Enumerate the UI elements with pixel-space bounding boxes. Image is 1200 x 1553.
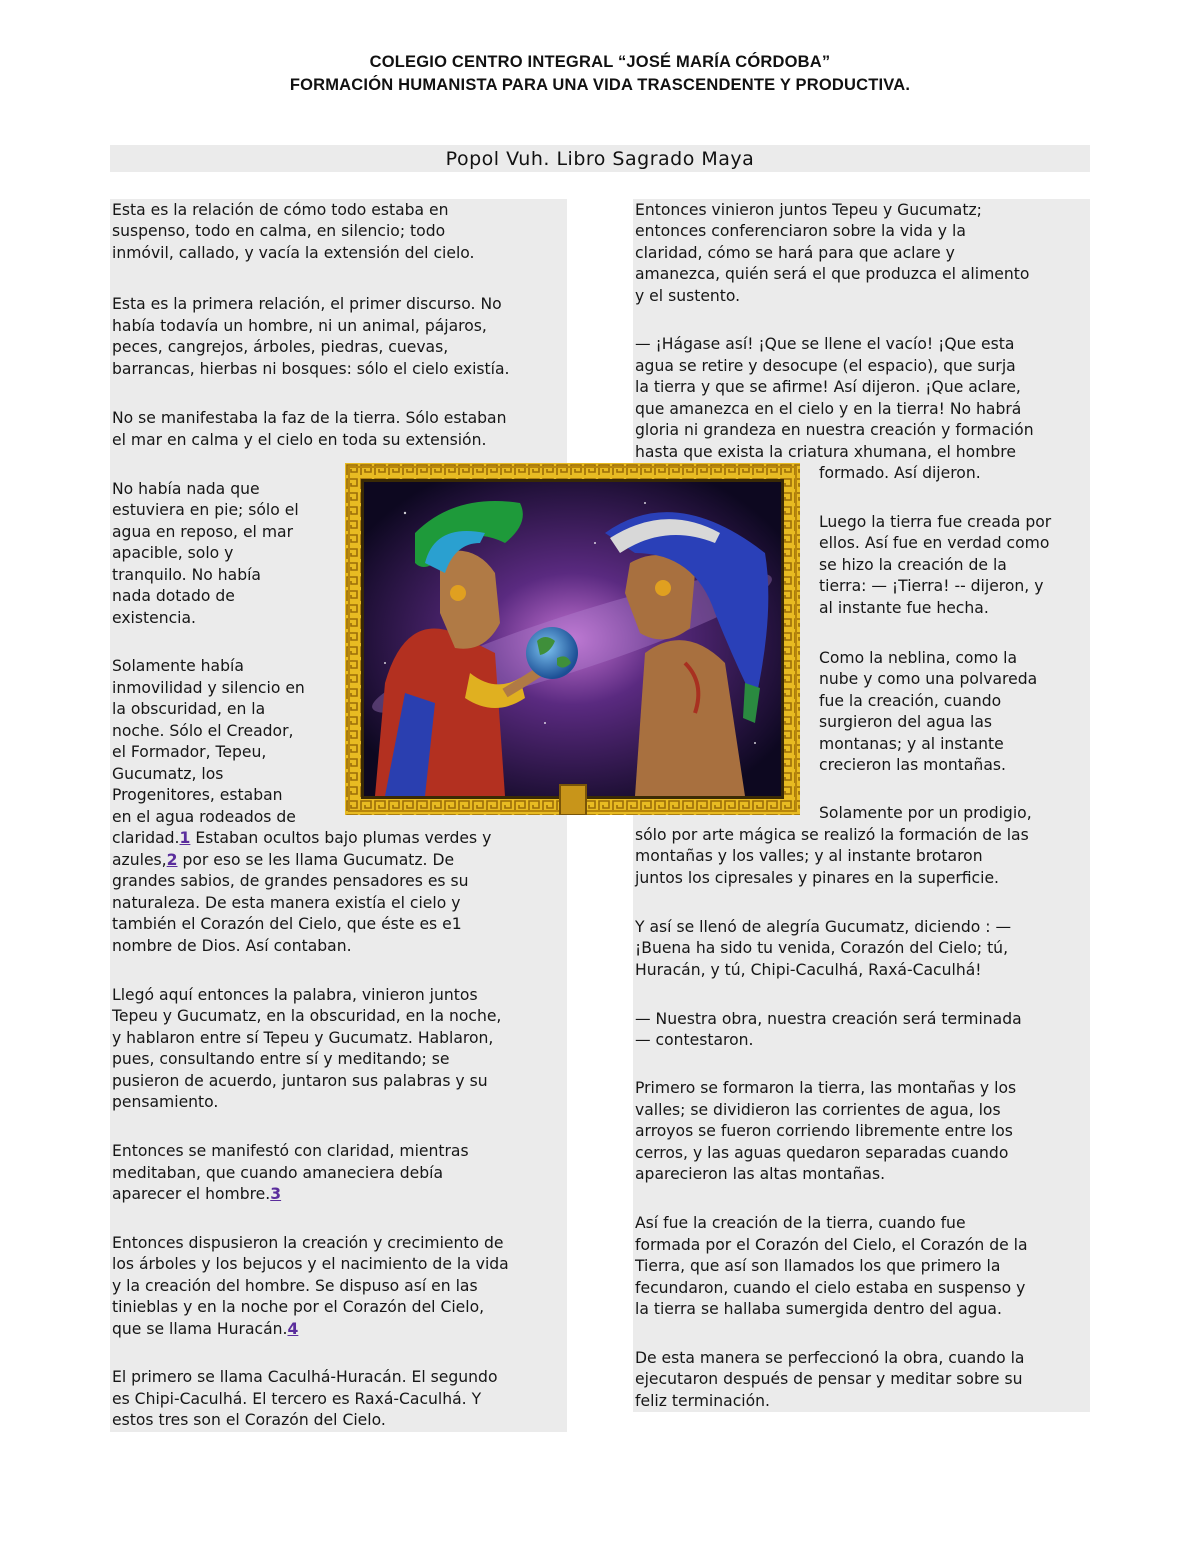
text-line: ellos. Así fue en verdad como (819, 534, 1050, 552)
text-line: nada dotado de (112, 587, 235, 605)
text-line: No se manifestaba la faz de la tierra. Sólo estaban (112, 409, 507, 427)
text-line: nube y como una polvareda (819, 670, 1038, 688)
text-line: pues, consultando entre sí y meditando; se (112, 1050, 450, 1068)
text-line: la tierra se hallaba sumergida dentro del agua. (635, 1300, 1002, 1318)
text-line: — ¡Hágase así! ¡Que se llene el vacío! ¡Que esta (635, 335, 1015, 353)
footnote-link-2[interactable]: 2 (166, 851, 178, 869)
text-segment: aparecer el hombre. (112, 1185, 271, 1203)
text-line: sólo por arte mágica se realizó la formación de las (635, 826, 1029, 844)
text-line (112, 1184, 281, 1206)
text-line: peces, cangrejos, árboles, piedras, cuevas, (112, 338, 449, 356)
earth-globe (526, 627, 578, 679)
text-segment: azules, (112, 851, 167, 869)
text-line: grandes sabios, de grandes pensadores es su (112, 872, 469, 890)
text-line: Como la neblina, como la (819, 649, 1018, 667)
text-line: fue la creación, cuando (819, 692, 1002, 710)
text-line: entonces conferenciaron sobre la vida y la (635, 222, 966, 240)
text-line: Huracán, y tú, Chipi-Caculhá, Raxá-Caculhá! (635, 961, 982, 979)
text-line: Esta es la relación de cómo todo estaba en (112, 201, 449, 219)
school-name: COLEGIO CENTRO INTEGRAL “JOSÉ MARÍA CÓRDOBA” (369, 53, 831, 71)
text-line: y la creación del hombre. Se dispuso así en las (112, 1277, 478, 1295)
frame-medallion (560, 785, 586, 815)
text-line: Tepeu y Gucumatz, en la obscuridad, en la noche, (112, 1007, 502, 1025)
text-line: — contestaron. (635, 1031, 754, 1049)
text-line: Entonces dispusieron la creación y crecimiento de (112, 1234, 504, 1252)
text-line (112, 850, 454, 872)
text-line: No había nada que (112, 480, 260, 498)
text-line: al instante fue hecha. (819, 599, 989, 617)
text-line: claridad, cómo se hará para que aclare y (635, 244, 955, 262)
title-bar (110, 145, 1090, 172)
text-line: Y así se llenó de alegría Gucumatz, diciendo : — (635, 918, 1012, 936)
text-line: Tierra, que así son llamados los que primero la (635, 1257, 1001, 1275)
mayan-gods-illustration (345, 463, 800, 815)
text-line: amanezca, quién será el que produzca el alimento (635, 265, 1030, 283)
school-motto: FORMACIÓN HUMANISTA PARA UNA VIDA TRASCENDENTE Y PRODUCTIVA. (289, 76, 911, 94)
text-line: suspenso, todo en calma, en silencio; todo (112, 222, 446, 240)
text-line: tranquilo. No había (112, 566, 261, 584)
text-line: noche. Sólo el Creador, (112, 722, 294, 740)
footnote-link-4[interactable]: 4 (287, 1320, 299, 1338)
text-line: Así fue la creación de la tierra, cuando fue (635, 1214, 966, 1232)
text-line: aparecieron las altas montañas. (635, 1165, 886, 1183)
text-line: en el agua rodeados de (112, 808, 296, 826)
text-line: apacible, solo y (112, 544, 234, 562)
text-line: agua se retire y desocupe (el espacio), que surja (635, 357, 1016, 375)
text-line: pusieron de acuerdo, juntaron sus palabras y su (112, 1072, 488, 1090)
text-line: Gucumatz, los (112, 765, 224, 783)
text-line: Entonces vinieron juntos Tepeu y Gucumatz; (635, 201, 982, 219)
text-segment: Estaban ocultos bajo plumas verdes y (190, 829, 492, 847)
text-line: es Chipi-Caculhá. El tercero es Raxá-Caculhá. Y (112, 1390, 482, 1408)
text-line: Progenitores, estaban (112, 786, 283, 804)
text-line: la tierra y que se afirme! Así dijeron. ¡Que aclare, (635, 378, 1021, 396)
text-line: se hizo la creación de la (819, 556, 1007, 574)
text-line: Primero se formaron la tierra, las montañas y los (635, 1079, 1017, 1097)
text-line: Esta es la primera relación, el primer discurso. No (112, 295, 502, 313)
text-line: — Nuestra obra, nuestra creación será terminada (635, 1010, 1022, 1028)
text-line: crecieron las montañas. (819, 756, 1006, 774)
text-line: agua en reposo, el mar (112, 523, 294, 541)
text-line (112, 828, 491, 850)
text-line: valles; se dividieron las corrientes de agua, los (635, 1101, 1001, 1119)
text-line: Entonces se manifestó con claridad, mientras (112, 1142, 469, 1160)
text-line: juntos los cipresales y pinares en la superficie. (635, 869, 1000, 887)
text-line: feliz terminación. (635, 1392, 770, 1410)
text-line: el Formador, Tepeu, (112, 743, 267, 761)
text-segment: por eso se les llama Gucumatz. De (177, 851, 455, 869)
text-line: De esta manera se perfeccionó la obra, cuando la (635, 1349, 1025, 1367)
text-line: Solamente había (112, 657, 244, 675)
text-line: y hablaron entre sí Tepeu y Gucumatz. Hablaron, (112, 1029, 494, 1047)
text-line: gloria ni grandeza en nuestra creación y formación (635, 421, 1034, 439)
text-segment: claridad. (112, 829, 180, 847)
page-title: Popol Vuh. Libro Sagrado Maya (445, 148, 755, 170)
text-line: hasta que exista la criatura xhumana, el hombre (635, 443, 1016, 461)
text-line: Llegó aquí entonces la palabra, vinieron juntos (112, 986, 478, 1004)
text-line: barrancas, hierbas ni bosques: sólo el cielo existía. (112, 360, 510, 378)
text-line: montañas y los valles; y al instante brotaron (635, 847, 983, 865)
footnote-link-3[interactable]: 3 (270, 1185, 282, 1203)
text-line: nombre de Dios. Así contaban. (112, 937, 352, 955)
text-line: tinieblas y en la noche por el Corazón del Cielo, (112, 1298, 485, 1316)
text-line: montanas; y al instante (819, 735, 1004, 753)
text-line: formada por el Corazón del Cielo, el Corazón de la (635, 1236, 1028, 1254)
text-line: pensamiento. (112, 1093, 219, 1111)
text-line: cerros, y las aguas quedaron separadas cuando (635, 1144, 1009, 1162)
footnote-link-1[interactable]: 1 (179, 829, 191, 847)
text-line: estos tres son el Corazón del Cielo. (112, 1411, 386, 1429)
text-line: meditaban, que cuando amaneciera debía (112, 1164, 444, 1182)
text-line: El primero se llama Caculhá-Huracán. El segundo (112, 1368, 498, 1386)
text-line: naturaleza. De esta manera existía el cielo y (112, 894, 461, 912)
text-line: inmovilidad y silencio en (112, 679, 305, 697)
text-line: Luego la tierra fue creada por (819, 513, 1052, 531)
text-line: existencia. (112, 609, 197, 627)
text-line: ¡Buena ha sido tu venida, Corazón del Cielo; tú, (635, 939, 1009, 957)
text-line: inmóvil, callado, y vacía la extensión del cielo. (112, 244, 475, 262)
text-line: formado. Así dijeron. (819, 464, 981, 482)
text-line: arroyos se fueron corriendo libremente entre los (635, 1122, 1013, 1140)
text-line: la obscuridad, en la (112, 700, 266, 718)
text-line: y el sustento. (635, 287, 741, 305)
text-line: ejecutaron después de pensar y meditar sobre su (635, 1370, 1023, 1388)
text-line: los árboles y los bejucos y el nacimiento de la vida (112, 1255, 509, 1273)
text-line: estuviera en pie; sólo el (112, 501, 299, 519)
text-line: había todavía un hombre, ni un animal, pájaros, (112, 317, 487, 335)
text-line: fecundaron, cuando el cielo estaba en suspenso y (635, 1279, 1026, 1297)
text-line: Solamente por un prodigio, (819, 804, 1032, 822)
text-line: el mar en calma y el cielo en toda su extensión. (112, 431, 487, 449)
text-line: surgieron del agua las (819, 713, 993, 731)
left-column (110, 199, 567, 1432)
text-line (112, 1319, 298, 1341)
illustration-svg (345, 463, 800, 815)
text-segment: que se llama Huracán. (112, 1320, 288, 1338)
text-line: tierra: — ¡Tierra! -- dijeron, y (819, 577, 1044, 595)
text-line: también el Corazón del Cielo, que éste es e1 (112, 915, 462, 933)
text-line: que amanezca en el cielo y en la tierra! No habrá (635, 400, 1022, 418)
